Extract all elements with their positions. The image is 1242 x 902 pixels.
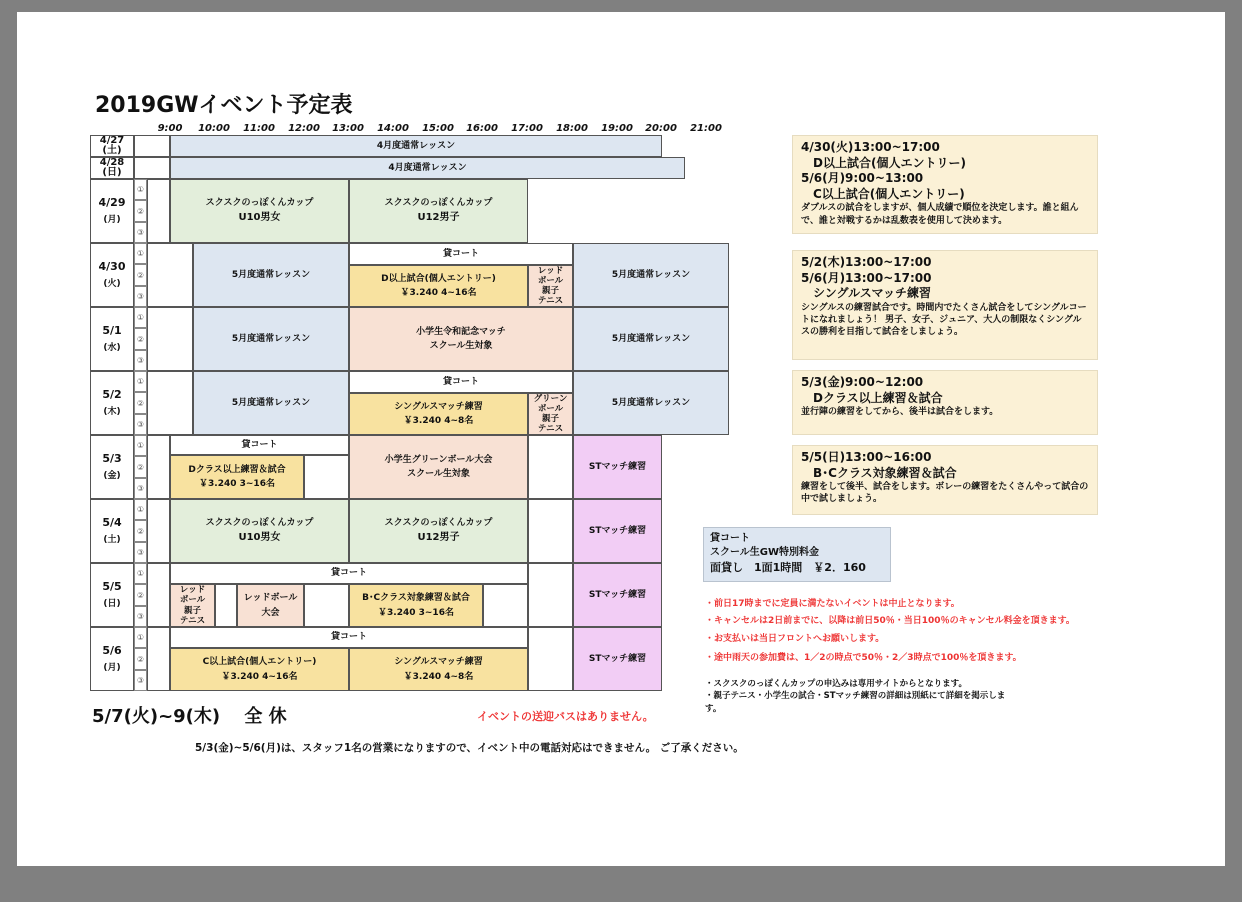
event-block[interactable] (528, 393, 573, 435)
event-label: 親子 (541, 286, 559, 296)
empty-cell (147, 371, 193, 435)
weekday-label: (水) (103, 342, 121, 353)
event-price: ￥3.240 4~8名 (403, 416, 474, 426)
event-sublabel: U12男子 (417, 212, 460, 224)
note-heading: シングルスマッチ練習 (801, 286, 932, 301)
slot-2: ② (134, 328, 147, 350)
date-label: 5/5 (102, 580, 122, 593)
note-heading: 4/30(火)13:00~17:00 (801, 140, 940, 154)
hour-label: 17:00 (511, 123, 543, 134)
event-label: スクスクのっぽくんカップ (205, 197, 314, 208)
footer-notice: 5/3(金)~5/6(月)は、スタッフ1名の営業になりますので、イベント中の電話対応はできません。 ご了承ください。 (195, 742, 744, 754)
slot-3: ③ (134, 286, 147, 307)
date-label: 5/4 (102, 516, 122, 529)
event-price: ￥3.240 4~16名 (400, 288, 477, 298)
event-sublabel: スクール生対象 (407, 469, 470, 479)
policy-note: ・前日17時までに定員に満たないイベントは中止となります。 (705, 599, 960, 609)
page-title: 2019GWイベント予定表 (95, 93, 353, 118)
date-label: 4/28 (99, 156, 125, 168)
date-label: 5/6 (102, 644, 122, 657)
event-note (792, 370, 1098, 435)
event-block[interactable] (349, 265, 528, 307)
hour-label: 12:00 (288, 123, 320, 134)
empty-cell (147, 499, 170, 563)
event-label: グリーン (533, 393, 568, 404)
event-label: 親子 (541, 414, 559, 424)
event-sublabel: U12男子 (417, 532, 460, 544)
slot-2: ② (134, 648, 147, 670)
empty-cell (147, 243, 193, 307)
slot-1: ① (134, 435, 147, 456)
bus-notice: イベントの送迎バスはありません。 (477, 710, 654, 723)
date-cell (90, 157, 134, 179)
event-label: テニス (179, 615, 206, 626)
date-label: 4/29 (98, 196, 126, 209)
event-label: シングルスマッチ練習 (394, 401, 483, 412)
date-label: 5/2 (102, 388, 122, 401)
event-block[interactable] (573, 627, 662, 691)
hour-label: 18:00 (556, 123, 588, 134)
event-block[interactable] (170, 157, 685, 179)
event-label: シングルスマッチ練習 (394, 657, 483, 668)
event-block[interactable] (170, 499, 349, 563)
empty-cell (147, 307, 193, 371)
event-label: 5月度通常レッスン (231, 333, 311, 344)
hour-label: 11:00 (243, 123, 275, 134)
event-label: スクスクのっぽくんカップ (384, 197, 493, 208)
slot-3: ③ (134, 350, 147, 371)
rental-title: 貸コート (710, 533, 750, 544)
event-label: D以上試合(個人エントリー) (381, 273, 496, 284)
note-heading: B･Cクラス対象練習＆試合 (801, 465, 957, 480)
event-block[interactable] (349, 307, 573, 371)
empty-cell (528, 499, 573, 563)
note-heading: 5/6(月)9:00~13:00 (801, 171, 924, 186)
event-price: ￥3.240 3~16名 (378, 607, 454, 618)
date-cell (90, 627, 134, 691)
hour-label: 20:00 (645, 123, 677, 134)
slot-1: ① (134, 179, 147, 200)
weekday-label: (月) (103, 214, 121, 225)
hour-label: 15:00 (422, 123, 454, 134)
event-label: STマッチ練習 (588, 525, 647, 536)
event-label: 小学生令和記念マッチ (416, 326, 506, 337)
slot-1: ① (134, 307, 147, 328)
event-block[interactable] (349, 435, 528, 499)
event-block[interactable] (573, 243, 729, 307)
event-label: ボール (537, 403, 564, 414)
event-block[interactable] (193, 307, 349, 371)
event-label: ボール (179, 595, 206, 606)
note-heading: 5/5(日)13:00~16:00 (801, 450, 932, 464)
slot-2: ② (134, 264, 147, 286)
slot-1: ① (134, 243, 147, 264)
empty-cell (147, 435, 170, 499)
policy-note: ・途中雨天の参加費は、1／2の時点で50％・2／3時点で100％を頂きます。 (705, 653, 1022, 663)
slot-3: ③ (134, 670, 147, 691)
slot-3: ③ (134, 606, 147, 627)
event-label: 4月度通常レッスン (376, 140, 456, 151)
event-label: B･Cクラス対象練習＆試合 (362, 593, 470, 604)
empty-cell (528, 627, 573, 691)
event-note (792, 250, 1098, 360)
note-heading: Dクラス以上練習＆試合 (801, 390, 943, 405)
event-block[interactable] (573, 435, 662, 499)
event-label: 貸コート (241, 439, 278, 450)
event-block[interactable] (170, 563, 528, 584)
date-label: 4/30 (98, 260, 126, 273)
empty-cell (134, 157, 170, 179)
date-cell (90, 499, 134, 563)
slot-3: ③ (134, 542, 147, 563)
event-label: 貸コート (330, 632, 367, 643)
event-label: レッド (179, 585, 206, 596)
note-heading: 5/3(金)9:00~12:00 (801, 375, 924, 389)
empty-cell (215, 584, 237, 627)
event-block[interactable] (237, 584, 304, 627)
event-block[interactable] (349, 243, 573, 265)
event-block[interactable] (170, 648, 349, 691)
weekday-label: (日) (102, 167, 122, 178)
event-block[interactable] (193, 243, 349, 307)
info-note: ・スクスクのっぽくんカップの申込みは専用サイトからとなります。 (705, 679, 967, 689)
event-price: ￥3.240 4~16名 (221, 671, 298, 682)
event-price: ￥3.240 3~16名 (199, 479, 275, 489)
empty-cell (528, 563, 573, 627)
event-note (792, 445, 1098, 515)
weekday-label: (火) (103, 278, 121, 289)
slot-2: ② (134, 200, 147, 222)
event-sublabel: 大会 (261, 607, 280, 618)
event-label: テニス (537, 424, 564, 435)
hour-label: 16:00 (466, 123, 498, 134)
event-label: 5月度通常レッスン (611, 397, 691, 408)
slot-1: ① (134, 563, 147, 584)
empty-cell (304, 455, 349, 499)
policy-note: ・お支払いは当日フロントへお願いします。 (705, 634, 885, 644)
date-cell (90, 435, 134, 499)
date-cell (90, 563, 134, 627)
event-label: 貸コート (330, 568, 367, 579)
date-label: 4/27 (99, 134, 125, 146)
policy-note: ・キャンセルは2日前までに、以降は前日50％・当日100％のキャンセル料金を頂きます。 (705, 616, 1075, 626)
holiday-notice: 5/7(火)~9(木) 全 休 (92, 706, 287, 727)
date-cell (90, 135, 134, 157)
event-label: 貸コート (442, 376, 479, 387)
event-label: 5月度通常レッスン (611, 333, 691, 344)
slot-2: ② (134, 520, 147, 542)
slot-1: ① (134, 627, 147, 648)
event-label: STマッチ練習 (588, 461, 647, 472)
event-label: C以上試合(個人エントリー) (202, 657, 317, 668)
event-block[interactable] (193, 371, 349, 435)
date-label: 5/3 (102, 452, 122, 465)
event-label: スクスクのっぽくんカップ (384, 517, 493, 528)
empty-cell (147, 179, 170, 243)
rental-price: 面貸し 1面1時間 ￥2．160 (710, 561, 866, 574)
hour-label: 19:00 (601, 123, 633, 134)
event-label: 4月度通常レッスン (388, 162, 467, 173)
empty-cell (147, 563, 170, 627)
event-label: ボール (537, 275, 564, 286)
empty-cell (528, 435, 573, 499)
event-price: ￥3.240 4~8名 (403, 671, 474, 682)
empty-cell (483, 584, 528, 627)
event-block[interactable] (349, 648, 528, 691)
info-note: ・親子テニス・小学生の試合・STマッチ練習の詳細は別紙にて詳細を掲示します。 (705, 691, 1006, 714)
event-block[interactable] (349, 371, 573, 393)
event-block[interactable] (170, 627, 528, 648)
hour-label: 21:00 (690, 123, 722, 134)
event-block[interactable] (170, 435, 349, 455)
note-heading: 5/6(月)13:00~17:00 (801, 270, 932, 285)
event-block[interactable] (349, 179, 528, 243)
event-label: 5月度通常レッスン (231, 397, 311, 408)
event-block[interactable] (349, 499, 528, 563)
empty-cell (304, 584, 349, 627)
slot-2: ② (134, 392, 147, 414)
event-block[interactable] (170, 135, 662, 157)
event-block[interactable] (170, 179, 349, 243)
date-cell (90, 371, 134, 435)
date-cell (90, 307, 134, 371)
event-block[interactable] (170, 455, 304, 499)
weekday-label: (金) (103, 470, 121, 481)
event-sublabel: U10男女 (238, 532, 281, 544)
date-label: 5/1 (102, 324, 122, 337)
date-cell (90, 243, 134, 307)
event-label: レッドボール (243, 593, 298, 604)
event-block[interactable] (349, 584, 483, 627)
slot-2: ② (134, 456, 147, 478)
event-label: 5月度通常レッスン (231, 269, 311, 280)
event-label: 5月度通常レッスン (611, 269, 691, 280)
hour-label: 14:00 (377, 123, 409, 134)
note-heading: C以上試合(個人エントリー) (801, 186, 965, 201)
event-label: 貸コート (442, 248, 479, 259)
empty-cell (134, 135, 170, 157)
event-block[interactable] (349, 393, 528, 435)
note-heading: 5/2(木)13:00~17:00 (801, 255, 932, 269)
slot-3: ③ (134, 222, 147, 243)
event-label: レッド (537, 265, 564, 276)
event-label: 親子 (183, 605, 201, 616)
event-label: STマッチ練習 (588, 653, 647, 664)
event-sublabel: U10男女 (238, 212, 281, 224)
empty-cell (147, 627, 170, 691)
event-note (792, 135, 1098, 234)
note-body: 練習をして後半、試合をします。ボレーの練習をたくさんやって試合の中で試しましょう。 (801, 482, 1089, 505)
event-block[interactable] (170, 584, 215, 627)
slot-1: ① (134, 371, 147, 392)
event-label: Dクラス以上練習＆試合 (188, 464, 286, 475)
slot-3: ③ (134, 414, 147, 435)
weekday-label: (土) (102, 145, 122, 156)
weekday-label: (日) (103, 598, 121, 609)
event-block[interactable] (573, 371, 729, 435)
note-body: ダブルスの試合をしますが、個人成績で順位を決定します。誰と組んで、誰と対戦するかは乱数表を使用して決めます。 (801, 203, 1079, 226)
event-label: 小学生グリーンボール大会 (384, 454, 493, 465)
event-block[interactable] (573, 499, 662, 563)
rental-subtitle: スクール生GW特別料金 (710, 547, 820, 558)
slot-1: ① (134, 499, 147, 520)
hour-label: 9:00 (157, 123, 183, 134)
event-block[interactable] (573, 307, 729, 371)
rental-price-box (703, 527, 891, 582)
slot-3: ③ (134, 478, 147, 499)
note-body: シングルスの練習試合です。時間内でたくさん試合をしてシングルコートになれましょう！ 男子、女子、ジュニア、大人の制限なくシングルスの勝利を目指して試合をしましょう。 (801, 302, 1087, 338)
event-label: STマッチ練習 (588, 589, 647, 600)
weekday-label: (月) (103, 662, 121, 673)
hour-label: 10:00 (198, 123, 230, 134)
event-block[interactable] (528, 265, 573, 307)
weekday-label: (木) (103, 406, 121, 417)
note-heading: D以上試合(個人エントリー) (801, 155, 966, 170)
note-body: 並行陣の練習をしてから、後半は試合をします。 (801, 407, 999, 418)
event-label: テニス (537, 296, 564, 307)
hour-label: 13:00 (332, 123, 364, 134)
slot-2: ② (134, 584, 147, 606)
event-block[interactable] (573, 563, 662, 627)
weekday-label: (土) (103, 534, 121, 545)
event-sublabel: スクール生対象 (429, 341, 493, 351)
event-label: スクスクのっぽくんカップ (205, 517, 314, 528)
date-cell (90, 179, 134, 243)
